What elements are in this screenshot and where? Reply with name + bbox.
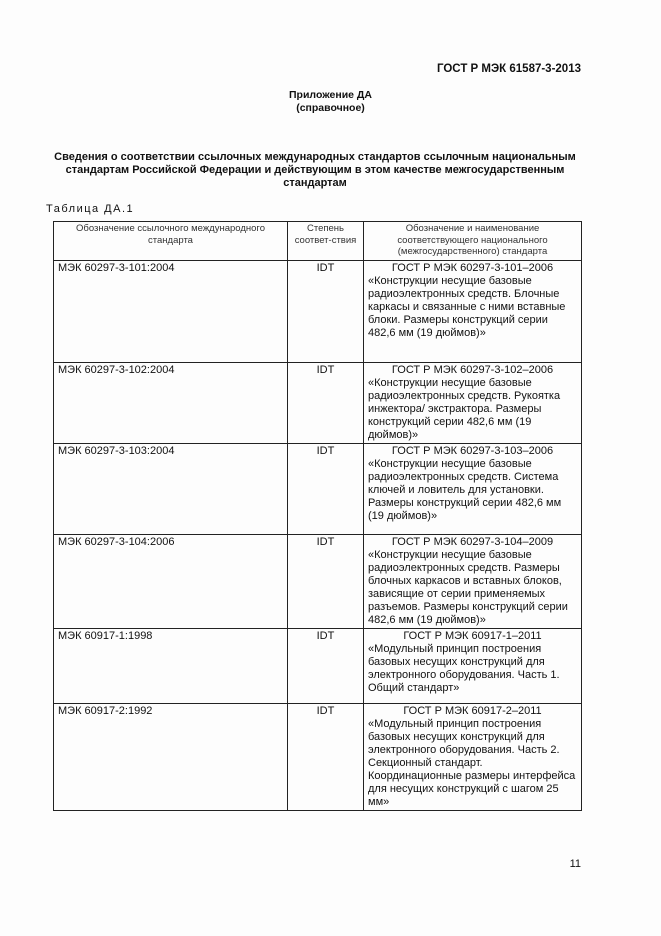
gost-title: «Конструкции несущие базовые радиоэлектронных средств. Блочные каркасы и связанные с ними вставные блоки. Размеры конструкций серии 482,6 мм (19 дюймов)»	[368, 274, 566, 339]
degree-cell: IDT	[288, 260, 364, 362]
national-standard-cell	[364, 443, 582, 534]
table-header-row	[54, 222, 582, 261]
intl-standard-cell: МЭК 60297-3-101:2004	[54, 260, 288, 362]
appendix-subtitle: (справочное)	[296, 102, 365, 114]
gost-title: «Конструкции несущие базовые радиоэлектронных средств. Рукоятка инжектора/ экстрактора. Размеры конструкций серии 482,6 мм (19 дюймов)»	[368, 376, 561, 441]
header-degree: Степень соответ-ствия	[288, 222, 364, 261]
header-national-standard: Обозначение и наименование соответствующего национального (межгосударственного) стандарта	[364, 222, 582, 261]
gost-title: «Конструкции несущие базовые радиоэлектронных средств. Размеры блочных каркасов и вставных блоков, зависящие от серии применяемых разъемов. Размеры конструкций серии 482,6 мм (19 дюймов)»	[368, 548, 568, 626]
gost-title: «Модульный принцип построения базовых несущих конструкций для электронного оборудования. Часть 2. Секционный стандарт. Координационные размеры интерфейса для несущих конструкций с шагом 25 мм»	[368, 717, 576, 808]
document-code: ГОСТ Р МЭК 61587-3-2013	[436, 63, 581, 75]
intl-standard-cell: МЭК 60917-2:1992	[54, 703, 288, 810]
degree-cell: IDT	[288, 534, 364, 628]
national-standard-cell	[364, 362, 582, 443]
gost-designation: ГОСТ Р МЭК 60917-2–2011	[403, 704, 542, 717]
appendix-block	[0, 89, 661, 115]
table-row	[54, 260, 582, 362]
national-standard-cell	[364, 628, 582, 703]
page-number: 11	[569, 858, 581, 870]
correspondence-table	[53, 221, 582, 811]
table-row	[54, 628, 582, 703]
gost-title: «Конструкции несущие базовые радиоэлектронных средств. Система ключей и ловитель для установки. Размеры конструкций серии 482,6 мм (19 дюймов)»	[368, 457, 562, 522]
appendix-title: Приложение ДА	[289, 89, 372, 101]
national-standard-cell	[364, 260, 582, 362]
degree-cell: IDT	[288, 703, 364, 810]
degree-cell: IDT	[288, 362, 364, 443]
intl-standard-cell: МЭК 60297-3-104:2006	[54, 534, 288, 628]
header-intl-standard: Обозначение ссылочного международного стандарта	[54, 222, 288, 261]
table-row	[54, 443, 582, 534]
table-row	[54, 362, 582, 443]
gost-designation: ГОСТ Р МЭК 60917-1–2011	[403, 629, 542, 642]
national-standard-cell	[364, 703, 582, 810]
gost-designation: ГОСТ Р МЭК 60297-3-103–2006	[391, 444, 554, 457]
section-heading: Сведения о соответствии ссылочных международных стандартов ссылочным национальным стандартам Российской Федерации и действующим в этом качестве межгосударственным стандартам	[54, 151, 576, 189]
table-caption: Таблица ДА.1	[46, 203, 135, 215]
degree-cell: IDT	[288, 628, 364, 703]
intl-standard-cell: МЭК 60297-3-103:2004	[54, 443, 288, 534]
table-row	[54, 534, 582, 628]
intl-standard-cell: МЭК 60297-3-102:2004	[54, 362, 288, 443]
intl-standard-cell: МЭК 60917-1:1998	[54, 628, 288, 703]
gost-designation: ГОСТ Р МЭК 60297-3-104–2009	[391, 535, 554, 548]
gost-designation: ГОСТ Р МЭК 60297-3-102–2006	[391, 363, 554, 376]
table-row	[54, 703, 582, 810]
degree-cell: IDT	[288, 443, 364, 534]
gost-title: «Модульный принцип построения базовых несущих конструкций для электронного оборудования. Часть 1. Общий стандарт»	[368, 642, 560, 694]
gost-designation: ГОСТ Р МЭК 60297-3-101–2006	[391, 261, 554, 274]
national-standard-cell	[364, 534, 582, 628]
